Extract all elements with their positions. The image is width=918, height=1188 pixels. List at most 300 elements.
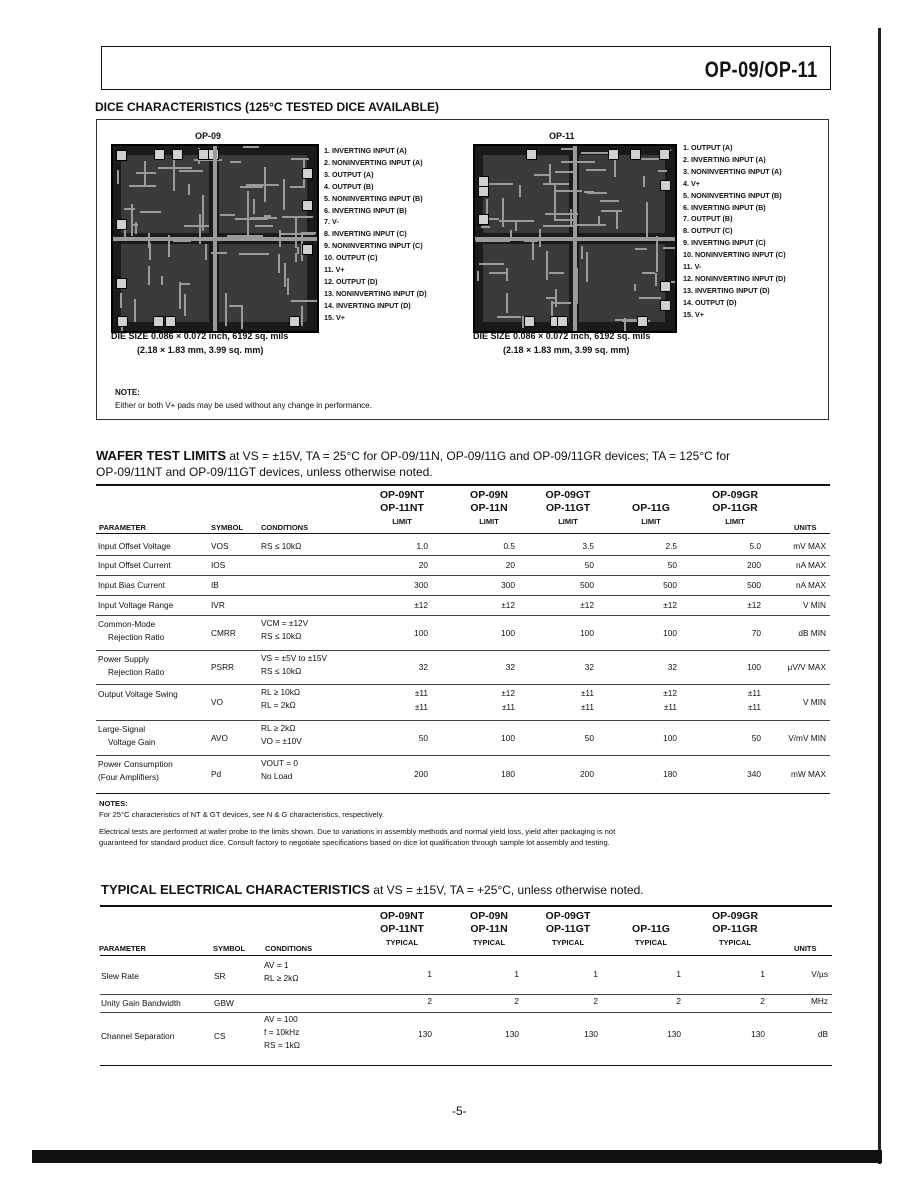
wafer-value: 1.0: [416, 540, 428, 551]
die-quadrant: [579, 244, 665, 322]
wafer-value: ±12: [663, 688, 677, 698]
op11-pin-list: [683, 142, 786, 321]
die-trace: [543, 225, 576, 227]
wafer-value: 300: [501, 580, 515, 590]
wafer-value: ±11: [747, 688, 761, 698]
die-trace: [240, 186, 262, 188]
wafer-cond-1: RL ≥ 2kΩ: [261, 723, 296, 733]
wafer-value: ±11: [580, 688, 594, 698]
typical-value: 130: [667, 1029, 681, 1039]
die-trace: [179, 282, 181, 309]
die-trace: [284, 263, 286, 287]
die-trace: [656, 236, 658, 271]
dice-heading: [95, 100, 439, 114]
die-trace: [188, 184, 190, 196]
dice-box: [96, 119, 829, 420]
wafer-device-line1: OP-09GT: [545, 489, 591, 501]
die-trace: [120, 293, 122, 308]
wafer-value-2: ±11: [747, 702, 761, 712]
op09-pin-3: 3. OUTPUT (A): [324, 169, 374, 179]
wafer-param: Input Bias Current: [98, 580, 165, 590]
typical-units: MHz: [810, 996, 828, 1006]
wafer-value: 100: [414, 627, 428, 638]
die-trace: [546, 297, 555, 299]
die-trace: [519, 185, 521, 198]
op11-pin-5: 5. NONINVERTING INPUT (B): [683, 190, 782, 200]
die-bond-pad: [153, 316, 164, 327]
die-trace: [291, 300, 319, 302]
die-trace: [124, 208, 135, 210]
wafer-param: Power Consumption: [98, 759, 173, 769]
die-trace: [584, 191, 594, 193]
die-trace: [230, 161, 241, 163]
wafer-value: 32: [418, 662, 428, 672]
die-trace: [576, 224, 605, 226]
die-trace: [202, 195, 204, 230]
typical-row-rule: [100, 994, 832, 995]
typical-value: 2: [760, 996, 765, 1006]
typical-symbol: CS: [214, 1031, 226, 1041]
typical-cond-1: AV = 100: [264, 1014, 298, 1024]
typical-heading-rest: at VS = ±15V, TA = +25°C, unless otherwise noted.: [373, 883, 644, 897]
die-trace: [241, 306, 243, 329]
die-trace: [225, 293, 227, 326]
typical-device-line1: OP-09GR: [711, 910, 759, 922]
wafer-value: 100: [501, 732, 515, 743]
die-bond-pad: [198, 149, 209, 160]
wafer-cond-2: VO = ±10V: [261, 736, 302, 746]
die-trace: [134, 299, 136, 322]
die-bond-pad: [660, 300, 671, 311]
die-center-bus: [113, 237, 317, 241]
wafer-cond-2: RS ≤ 10kΩ: [261, 666, 302, 676]
op11-pin-2: 2. INVERTING INPUT (A): [683, 154, 766, 164]
typical-value: 130: [584, 1029, 598, 1039]
wafer-value: 500: [747, 580, 761, 590]
typical-top-rule: [100, 905, 832, 907]
die-trace: [264, 215, 271, 217]
wafer-symbol: IOS: [211, 560, 226, 570]
op09-pin-7: 7. V-: [324, 217, 339, 227]
wafer-value: 200: [747, 560, 761, 570]
wafer-cond-1: VS = ±5V to ±15V: [261, 653, 328, 663]
typical-value: 2: [593, 996, 598, 1006]
wafer-value: 100: [501, 627, 515, 638]
wafer-device-line1: OP-09NT: [379, 489, 425, 501]
wafer-value: ±12: [501, 688, 515, 698]
wafer-value: 0.5: [503, 540, 515, 551]
op09-die-label: OP-09: [195, 131, 222, 141]
wafer-bottom-rule: [96, 793, 830, 794]
wafer-units: V MIN: [802, 697, 826, 707]
op11-pin-11: 11. V-: [683, 262, 702, 272]
wafer-device-sub: LIMIT: [392, 517, 412, 526]
op09-die-size: [111, 329, 288, 357]
die-trace: [497, 316, 521, 318]
die-trace: [499, 220, 534, 222]
wafer-value: 180: [501, 768, 515, 779]
wafer-param-2: Rejection Ratio: [108, 632, 165, 642]
wafer-device-line2: OP-11N: [470, 502, 508, 514]
die-trace: [506, 293, 508, 313]
typical-col-symbol: SYMBOL: [213, 944, 246, 953]
wafer-device-line2: OP-11GR: [712, 502, 758, 514]
die-bond-pad: [302, 244, 313, 255]
wafer-device-line1: OP-09GR: [711, 489, 759, 501]
die-trace: [283, 179, 285, 210]
die-bond-pad: [526, 149, 537, 160]
typical-header-rule: [100, 955, 832, 956]
die-trace: [220, 214, 236, 216]
wafer-cond-2: RS ≤ 10kΩ: [261, 631, 302, 641]
wafer-param-2: Rejection Ratio: [108, 667, 165, 677]
wafer-row-rule: [96, 650, 830, 651]
wafer-device-line2: OP-11NT: [380, 502, 424, 514]
typical-value: 130: [751, 1029, 765, 1039]
op11-pin-14: 14. OUTPUT (D): [683, 297, 737, 307]
die-trace: [570, 209, 572, 227]
wafer-value: 100: [747, 662, 761, 672]
wafer-value-2: ±11: [663, 702, 677, 712]
die-trace: [129, 185, 156, 187]
wafer-device-line2: OP-11GT: [545, 502, 591, 514]
op09-pin-15: 15. V+: [324, 312, 345, 322]
die-trace: [506, 268, 508, 281]
wafer-cond-2: No Load: [261, 771, 293, 781]
wafer-value-2: ±11: [414, 702, 428, 712]
die-trace: [117, 170, 119, 184]
wafer-top-rule: [96, 484, 830, 486]
die-trace: [180, 283, 190, 285]
die-trace: [556, 190, 582, 192]
die-trace: [479, 263, 504, 265]
op09-pin-9: 9. NONINVERTING INPUT (C): [324, 241, 423, 251]
typical-symbol: GBW: [214, 998, 234, 1008]
typical-cond-2: f = 10kHz: [264, 1027, 300, 1037]
die-center-bus: [475, 237, 675, 241]
die-trace: [144, 161, 146, 187]
die-bond-pad: [116, 278, 127, 289]
die-trace: [586, 252, 588, 282]
wafer-heading-line1: at VS = ±15V, TA = 25°C for OP-09/11N, OP-09/11G and OP-09/11GR devices; TA = 125°C for: [229, 449, 731, 463]
die-trace: [131, 204, 133, 236]
header-box: [101, 46, 831, 90]
wafer-device-header: [695, 489, 775, 528]
typical-device-header: [695, 910, 775, 949]
typical-device-sub: TYPICAL: [385, 938, 419, 947]
die-trace: [600, 200, 619, 202]
typical-device-sub: TYPICAL: [472, 938, 506, 947]
wafer-note-2b: guaranteed for standard product dice. Consult factory to negotiate specifications based on dice lot qualification through sample lot assembly and testing.: [99, 838, 610, 847]
die-trace: [601, 210, 622, 212]
op09-pin-list: [324, 145, 427, 324]
typical-device-header: [449, 910, 529, 949]
op09-pin-12: 12. OUTPUT (D): [324, 276, 378, 286]
wafer-units: mV MAX: [793, 540, 826, 551]
wafer-value: 200: [414, 768, 428, 779]
wafer-symbol: VOS: [211, 540, 229, 551]
wafer-symbol: IVR: [211, 600, 225, 610]
op11-die-size: [473, 329, 650, 357]
wafer-col-units: UNITS: [794, 523, 817, 532]
die-trace: [297, 247, 299, 254]
wafer-units: V/mV MIN: [788, 732, 826, 743]
page-number: -5-: [452, 1104, 467, 1118]
die-trace: [481, 226, 490, 228]
op09-pin-14: 14. INVERTING INPUT (D): [324, 300, 411, 310]
wafer-cond-2: RL = 2kΩ: [261, 700, 296, 710]
op11-pin-12: 12. NONINVERTING INPUT (D): [683, 273, 786, 283]
die-trace: [264, 167, 266, 203]
die-trace: [635, 248, 647, 250]
die-bond-pad: [524, 316, 535, 327]
typical-units: dB: [817, 1029, 828, 1039]
wafer-device-sub: LIMIT: [725, 517, 745, 526]
typical-param: Channel Separation: [101, 1031, 175, 1041]
die-bond-pad: [165, 316, 176, 327]
die-trace: [149, 243, 151, 260]
die-trace: [655, 273, 657, 286]
die-trace: [184, 294, 186, 316]
dice-note-title: NOTE:: [115, 388, 140, 397]
typical-device-header: [611, 910, 691, 949]
typical-bottom-rule: [100, 1065, 832, 1066]
wafer-device-header: [611, 489, 691, 528]
die-bond-pad: [289, 316, 300, 327]
typical-value: 1: [760, 969, 765, 979]
wafer-param: Common-Mode: [98, 619, 156, 629]
die-bond-pad: [660, 281, 671, 292]
op09-pin-11: 11. V+: [324, 265, 345, 275]
die-trace: [581, 246, 583, 259]
typical-value: 2: [676, 996, 681, 1006]
op09-pin-10: 10. OUTPUT (C): [324, 253, 378, 263]
op11-pin-8: 8. OUTPUT (C): [683, 226, 733, 236]
wafer-param: Input Voltage Range: [98, 600, 174, 610]
wafer-device-sub: LIMIT: [558, 517, 578, 526]
wafer-units: nA MAX: [796, 560, 826, 570]
die-bond-pad: [302, 168, 313, 179]
die-bond-pad: [630, 149, 641, 160]
typical-heading-bold: TYPICAL ELECTRICAL CHARACTERISTICS: [101, 882, 370, 897]
typical-value: 130: [418, 1029, 432, 1039]
typical-value: 2: [514, 996, 519, 1006]
wafer-symbol: IB: [211, 580, 219, 590]
wafer-header-rule: [96, 533, 830, 534]
die-trace: [639, 297, 662, 299]
wafer-symbol: CMRR: [211, 627, 236, 638]
wafer-heading-bold: WAFER TEST LIMITS: [96, 448, 226, 463]
wafer-value: ±12: [747, 600, 761, 610]
wafer-value: 2.5: [665, 540, 677, 551]
typical-symbol: SR: [214, 971, 226, 981]
typical-device-sub: TYPICAL: [718, 938, 752, 947]
wafer-value: 500: [663, 580, 677, 590]
typical-value: 1: [427, 969, 432, 979]
typical-device-sub: TYPICAL: [634, 938, 668, 947]
wafer-note-2a: Electrical tests are performed at wafer probe to the limits shown. Due to variations in assembly methods and normal yield loss, yield after packaging is not: [99, 827, 616, 836]
wafer-value: ±12: [414, 600, 428, 610]
wafer-device-line1: [611, 489, 691, 502]
die-trace: [522, 316, 524, 328]
op11-pin-6: 6. INVERTING INPUT (B): [683, 202, 766, 212]
die-bond-pad: [154, 149, 165, 160]
wafer-units: nA MAX: [796, 580, 826, 590]
wafer-device-line1: OP-09N: [470, 489, 508, 501]
typical-device-line2: OP-11G: [632, 923, 670, 935]
op11-pin-13: 13. INVERTING INPUT (D): [683, 285, 770, 295]
die-trace: [148, 266, 150, 285]
die-trace: [546, 251, 548, 279]
wafer-units: µV/V MAX: [787, 662, 826, 672]
wafer-row-rule: [96, 575, 830, 576]
op09-pin-5: 5. NONINVERTING INPUT (B): [324, 193, 423, 203]
die-bond-pad: [660, 180, 671, 191]
die-trace: [235, 218, 269, 220]
die-bond-pad: [478, 214, 489, 225]
wafer-value: 50: [751, 732, 761, 743]
die-trace: [643, 176, 645, 187]
wafer-value: 3.5: [582, 540, 594, 551]
typical-cond-3: RS = 1kΩ: [264, 1040, 300, 1050]
wafer-value: ±12: [501, 600, 515, 610]
die-quadrant: [219, 155, 307, 233]
die-trace: [658, 170, 667, 172]
typical-cond-1: AV = 1: [264, 960, 289, 970]
page-title: OP-09/OP-11: [705, 57, 818, 82]
wafer-value-2: ±11: [580, 702, 594, 712]
op09-pin-1: 1. INVERTING INPUT (A): [324, 146, 407, 155]
wafer-col-symbol: SYMBOL: [211, 523, 244, 532]
wafer-value: 32: [667, 662, 677, 672]
die-trace: [502, 198, 504, 227]
wafer-symbol: PSRR: [211, 662, 235, 672]
wafer-value: 20: [418, 560, 428, 570]
die-bond-pad: [478, 186, 489, 197]
wafer-row-rule: [96, 555, 830, 556]
wafer-col-parameter: PARAMETER: [99, 523, 146, 532]
die-trace: [135, 222, 137, 234]
page-edge-bar: [878, 28, 881, 1164]
wafer-param: Input Offset Current: [98, 560, 171, 570]
wafer-cond-1: RL ≥ 10kΩ: [261, 687, 301, 697]
wafer-param-2: Voltage Gain: [108, 737, 156, 747]
die-trace: [247, 217, 249, 238]
die-trace: [255, 225, 273, 227]
die-trace: [616, 212, 618, 230]
wafer-param: Input Offset Voltage: [98, 541, 171, 551]
op11-size-line1: DIE SIZE 0.086 × 0.072 inch, 6192 sq. mils: [473, 331, 651, 341]
die-trace: [278, 254, 280, 273]
wafer-value: 100: [663, 732, 677, 743]
wafer-param: Power Supply: [98, 654, 150, 664]
op09-size-line1: DIE SIZE 0.086 × 0.072 inch, 6192 sq. mils: [111, 331, 289, 341]
wafer-row-rule: [96, 615, 830, 616]
die-trace: [532, 239, 534, 261]
die-trace: [295, 253, 297, 262]
wafer-param: Large-Signal: [98, 724, 146, 734]
typical-device-header: [362, 910, 442, 949]
wafer-value: 20: [505, 560, 515, 570]
wafer-value: 50: [584, 732, 594, 743]
typical-value: 2: [427, 996, 432, 1006]
die-quadrant: [483, 244, 569, 322]
op11-pin-9: 9. INVERTING INPUT (C): [683, 238, 766, 248]
op11-pin-7: 7. OUTPUT (B): [683, 214, 733, 224]
die-bond-pad: [557, 316, 568, 327]
wafer-row-rule: [96, 595, 830, 596]
wafer-value: 50: [667, 560, 677, 570]
wafer-param: Output Voltage Swing: [98, 689, 178, 699]
die-trace: [477, 271, 479, 281]
wafer-value: 32: [505, 662, 515, 672]
wafer-device-sub: LIMIT: [479, 517, 499, 526]
dice-note-body: Either or both V+ pads may be used without any change in performance.: [115, 401, 372, 410]
die-trace: [243, 146, 259, 148]
wafer-symbol: AVO: [211, 732, 228, 743]
die-trace: [303, 232, 316, 234]
wafer-value: 340: [747, 768, 761, 779]
wafer-value: 100: [663, 627, 677, 638]
wafer-device-sub: LIMIT: [641, 517, 661, 526]
dice-heading-rest: (125°C TESTED DICE AVAILABLE): [245, 100, 439, 114]
typical-col-parameter: PARAMETER: [99, 944, 146, 953]
die-quadrant: [219, 244, 307, 322]
die-bond-pad: [637, 316, 648, 327]
die-bond-pad: [116, 150, 127, 161]
wafer-units: dB MIN: [798, 627, 826, 638]
typical-param: Slew Rate: [101, 971, 139, 981]
die-trace: [205, 244, 207, 260]
typical-device-line1: OP-09N: [470, 910, 508, 922]
die-trace: [140, 211, 161, 213]
wafer-value: 500: [580, 580, 594, 590]
wafer-value: 200: [580, 768, 594, 779]
typical-value: 1: [593, 969, 598, 979]
op09-pin-8: 8. INVERTING INPUT (C): [324, 229, 407, 239]
wafer-value: ±11: [414, 688, 428, 698]
op09-pin-4: 4. OUTPUT (B): [324, 181, 374, 191]
die-trace: [554, 184, 556, 219]
die-bond-pad: [117, 316, 128, 327]
wafer-param-2: (Four Amplifiers): [98, 772, 159, 782]
wafer-value: 100: [580, 627, 594, 638]
die-trace: [663, 247, 677, 249]
die-trace: [561, 161, 595, 163]
typical-device-line1: OP-09GT: [545, 910, 591, 922]
wafer-device-line2: OP-11G: [632, 502, 670, 514]
typical-device-line1: [611, 910, 691, 923]
die-trace: [161, 276, 163, 285]
wafer-notes: [99, 798, 839, 848]
wafer-heading: [96, 448, 832, 480]
wafer-value: 180: [663, 768, 677, 779]
typical-units: V/µs: [811, 969, 828, 979]
op09-pin-13: 13. NONINVERTING INPUT (D): [324, 288, 427, 298]
die-trace: [634, 284, 636, 291]
wafer-units: mW MAX: [790, 768, 826, 779]
wafer-value: ±12: [580, 600, 594, 610]
die-trace: [301, 306, 303, 326]
op11-pin-10: 10. NONINVERTING INPUT (C): [683, 250, 786, 260]
die-bond-pad: [302, 200, 313, 211]
typical-col-units: UNITS: [794, 944, 817, 953]
typical-device-line2: OP-11NT: [380, 923, 424, 935]
wafer-device-header: [449, 489, 529, 528]
die-trace: [534, 174, 551, 176]
die-trace: [282, 216, 312, 218]
op09-pin-6: 6. INVERTING INPUT (B): [324, 205, 407, 215]
